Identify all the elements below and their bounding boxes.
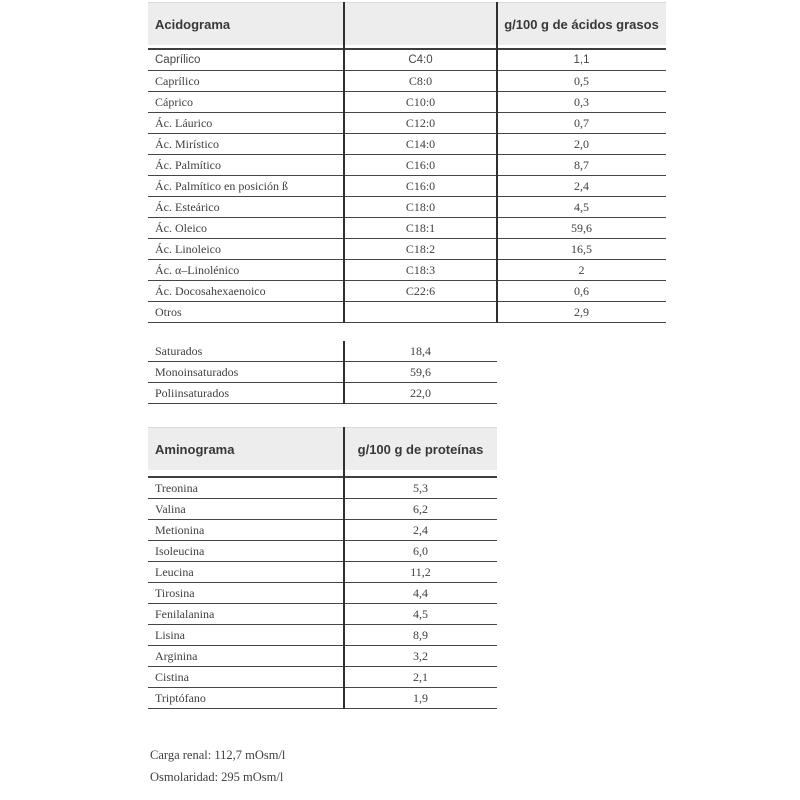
fatty-acid-code: C22:6 [405,283,436,298]
fat-class-name: Monoinsaturados [155,364,239,379]
table-row [148,197,666,218]
amino-acid-name: Tirosina [155,585,195,600]
fatty-acid-value: 1,1 [573,53,590,66]
amino-acid-value: 6,2 [413,501,428,516]
amino-acid-value: 6,0 [413,543,428,558]
fatty-acid-value: 16,5 [571,241,592,256]
fatty-acid-code: C10:0 [405,94,436,109]
fatty-acid-name: Ác. Esteárico [155,199,220,214]
column-divider [343,2,345,323]
table-row [148,478,497,499]
amino-acid-value: 4,5 [413,606,428,621]
table-row [148,50,666,71]
amino-acid-value: 3,2 [413,648,428,663]
amino-acid-name: Triptófano [155,690,206,705]
table-row [148,281,666,302]
acidograma-unit-header: g/100 g de ácidos grasos [504,16,659,32]
fatty-acid-code: C16:0 [405,157,436,172]
fatty-acid-name: Ác. Oleico [155,220,207,235]
fatty-acid-value: 2,4 [574,178,589,193]
aminograma-unit-header: g/100 g de proteínas [357,441,484,457]
fatty-acid-code: C4:0 [408,53,433,66]
column-divider [343,341,345,404]
fatty-acid-name: Ác. α–Linolénico [155,262,240,277]
fatty-acid-value: 4,5 [574,199,589,214]
fatty-acid-name: Ác. Linoleico [155,241,221,256]
fatty-acid-value: 0,3 [574,94,589,109]
table-row [148,92,666,113]
fat-summary-table [148,341,497,404]
fatty-acid-value: 0,5 [574,73,589,88]
table-row [148,260,666,281]
fat-class-value: 59,6 [410,364,431,379]
table-row [148,176,666,197]
fatty-acid-code: C18:0 [405,199,436,214]
table-row [148,667,497,688]
table-row [148,341,497,362]
fatty-acid-name: Cáprico [155,94,193,109]
fatty-acid-value: 8,7 [574,157,589,172]
table-row [148,239,666,260]
fatty-acid-name: Ác. Palmítico [155,157,221,172]
table-row [148,583,497,604]
fatty-acid-code: C12:0 [405,115,436,130]
fatty-acid-code: C16:0 [405,178,436,193]
acidograma-table [148,2,666,323]
column-divider [343,427,345,709]
fatty-acid-code: C14:0 [405,136,436,151]
table-row [148,134,666,155]
amino-acid-name: Metionina [155,522,205,537]
amino-acid-value: 4,4 [413,585,428,600]
acidograma-title: Acidograma [155,16,231,32]
table-row [148,688,497,709]
fatty-acid-name: Ác. Palmítico en posición ß [155,178,288,193]
fatty-acid-value: 2,9 [574,304,589,319]
fat-class-value: 22,0 [410,385,431,400]
amino-acid-value: 8,9 [413,627,428,642]
fatty-acid-value: 59,6 [571,220,592,235]
table-row [148,646,497,667]
table-row [148,604,497,625]
table-row [148,625,497,646]
fatty-acid-code: C18:2 [405,241,436,256]
fat-class-name: Saturados [155,343,203,358]
fatty-acid-value: 2 [578,262,585,277]
fatty-acid-value: 2,0 [574,136,589,151]
amino-acid-value: 1,9 [413,690,428,705]
table-row [148,499,497,520]
amino-acid-value: 2,4 [413,522,428,537]
column-divider [496,2,498,323]
fat-class-name: Poliinsaturados [155,385,229,400]
table-row [148,113,666,134]
table-row [148,362,497,383]
renal-load-note: Carga renal: 112,7 mOsm/l [150,748,286,762]
amino-acid-name: Lisina [155,627,185,642]
amino-acid-value: 11,2 [410,564,431,579]
fatty-acid-code: C8:0 [408,73,433,88]
amino-acid-name: Valina [155,501,186,516]
amino-acid-name: Arginina [155,648,198,663]
amino-acid-name: Cistina [155,669,190,684]
amino-acid-value: 2,1 [413,669,428,684]
table-row [148,302,666,323]
fatty-acid-code: C18:3 [405,262,436,277]
table-row [148,562,497,583]
acidograma-header [148,2,666,50]
fatty-acid-name: Ác. Mirístico [155,136,219,151]
fatty-acid-name: Ác. Láurico [155,115,213,130]
fatty-acid-name: Caprílico [155,53,201,66]
aminograma-header [148,427,497,478]
amino-acid-name: Leucina [155,564,194,579]
table-row [148,218,666,239]
fatty-acid-name: Caprílico [155,73,200,88]
amino-acid-value: 5,3 [413,480,428,495]
amino-acid-name: Isoleucina [155,543,205,558]
table-row [148,541,497,562]
table-row [148,71,666,92]
table-row [148,383,497,404]
fat-class-value: 18,4 [410,343,431,358]
amino-acid-name: Treonina [155,480,198,495]
fatty-acid-name: Ác. Docosahexaenoico [155,283,266,298]
fatty-acid-value: 0,6 [574,283,589,298]
aminograma-table [148,427,497,709]
table-row [148,155,666,176]
aminograma-title: Aminograma [155,441,235,457]
fatty-acid-code: C18:1 [405,220,436,235]
table-row [148,520,497,541]
fatty-acid-value: 0,7 [574,115,589,130]
osmolarity-note: Osmolaridad: 295 mOsm/l [150,770,284,784]
fatty-acid-name: Otros [155,304,182,319]
amino-acid-name: Fenilalanina [155,606,215,621]
